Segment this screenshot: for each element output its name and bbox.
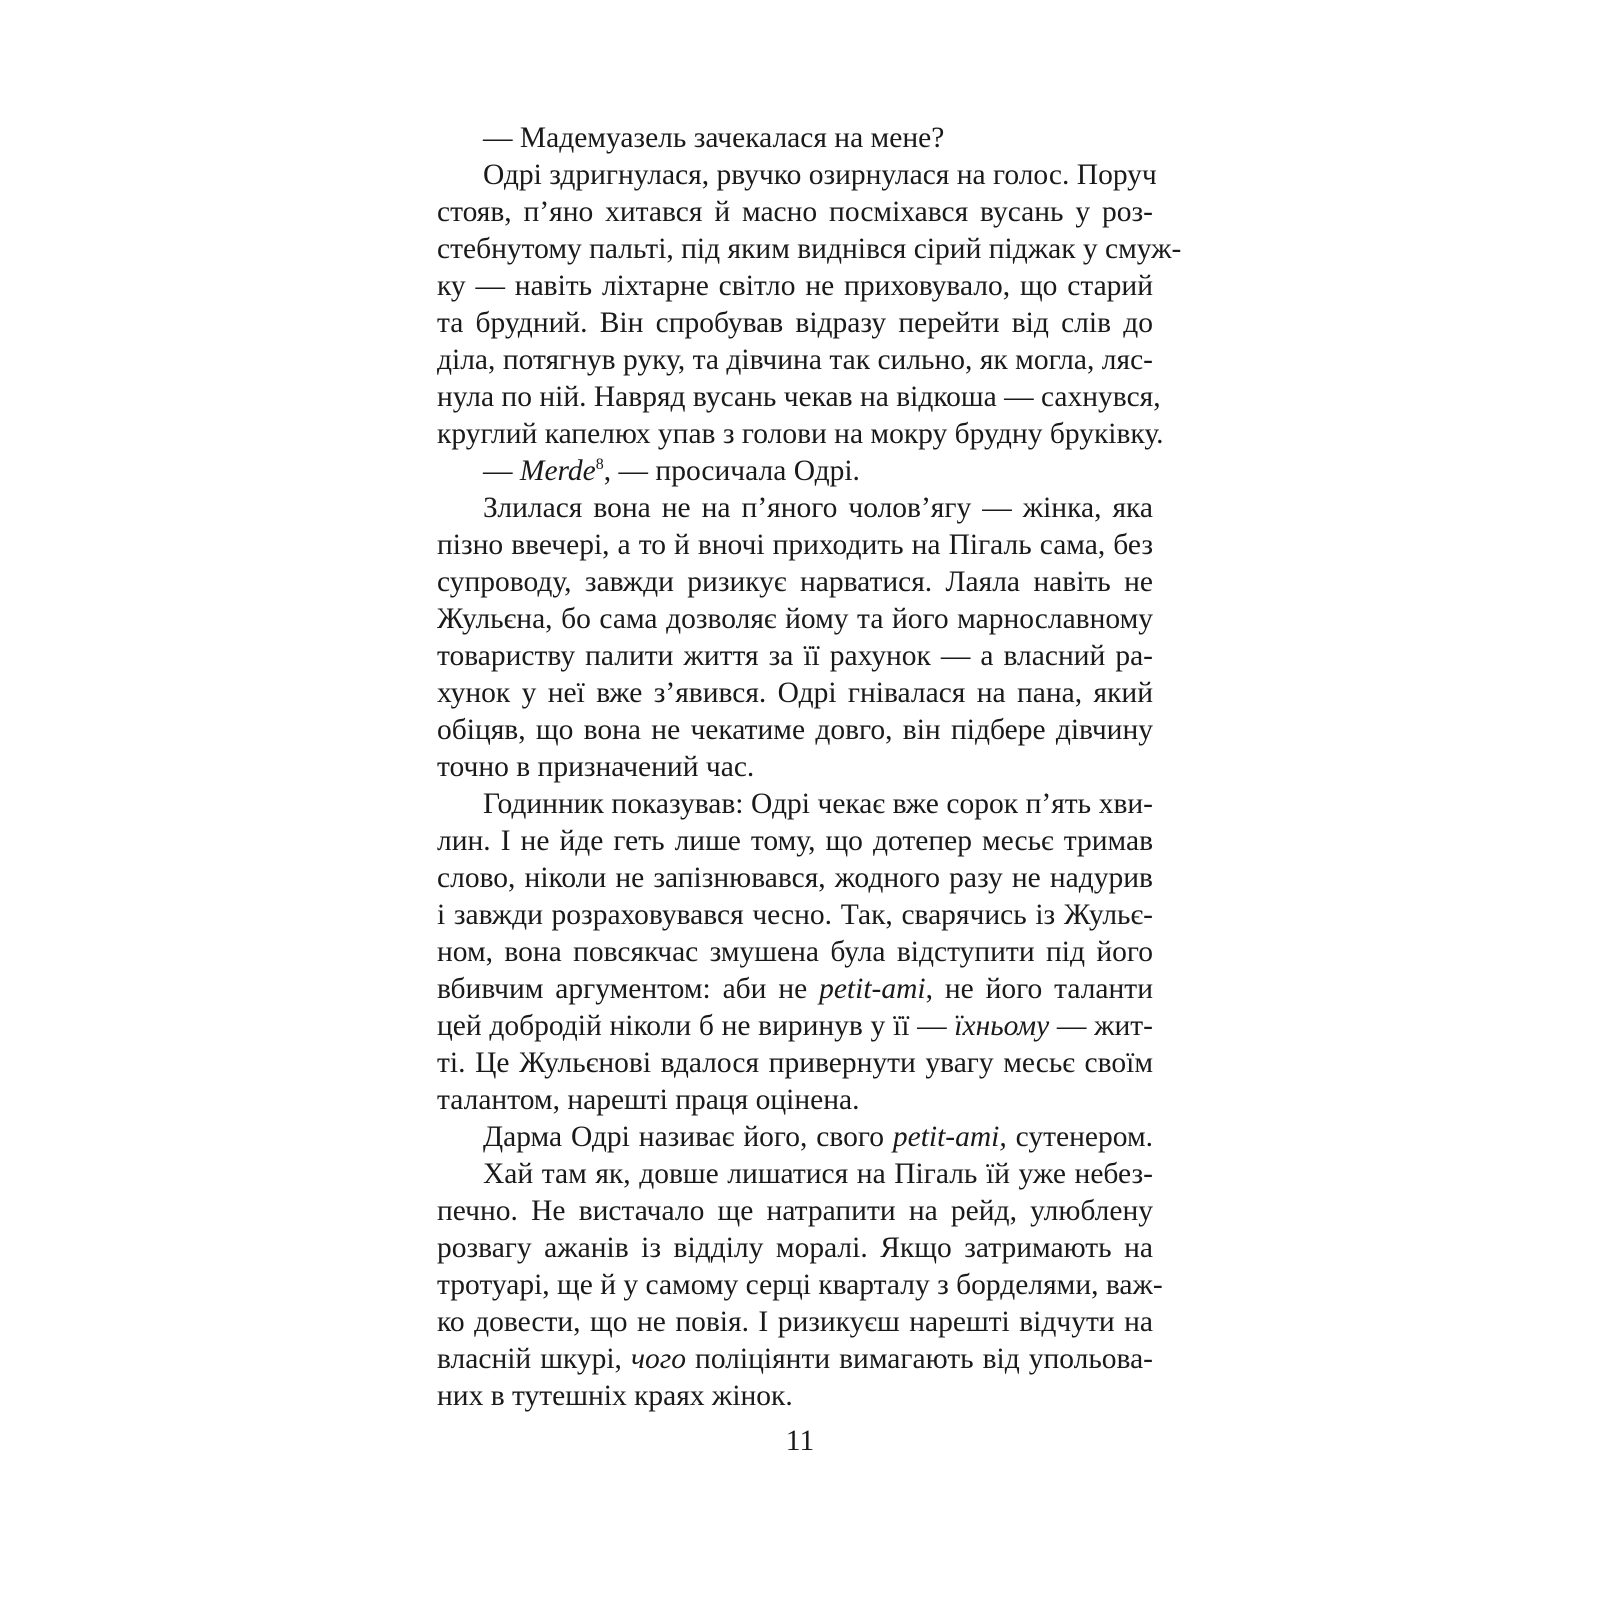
text-line: ку — навіть ліхтарне світло не приховувало, що старий (437, 270, 1153, 302)
text-line: і завжди розраховувався чесно. Так, сварячись із Жульє- (437, 899, 1153, 931)
text-line: Хай там як, довше лишатися на Пігаль їй уже небез- (483, 1158, 1153, 1190)
text-line: Годинник показував: Одрі чекає вже сорок п’ять хви- (483, 788, 1153, 820)
paragraph-3 (391, 453, 1153, 490)
dash-text: — (483, 455, 520, 487)
text-line (391, 1119, 1153, 1156)
text-line: та брудний. Він спробував відразу перейти від слів до (437, 307, 1153, 339)
text-line: круглий капелюх упав з голови на мокру брудну бруківку. (437, 418, 1164, 450)
paragraph-5 (391, 786, 1153, 1119)
text-line: обіцяв, що вона не чекатиме довго, він підбере дівчину (437, 714, 1153, 746)
line-start: вбивчим аргументом: аби не (437, 973, 820, 1005)
text-line: діла, потягнув руку, та дівчина так сильно, як могла, ляс- (437, 344, 1153, 376)
text-line (391, 1008, 1153, 1045)
text-line (391, 1341, 1153, 1378)
text-line: них в тутешніх краях жінок. (437, 1380, 793, 1412)
paragraph-2 (391, 157, 1182, 453)
text-line: точно в призначений час. (437, 751, 755, 783)
text-line: тротуарі, ще й у самому серці кварталу з борделями, важ- (437, 1269, 1163, 1301)
text-line: нула по ній. Навряд вусань чекав на відкоша — сахнувся, (437, 381, 1161, 413)
book-page-text (391, 120, 1182, 1415)
text-line: ном, вона повсякчас змушена була відступити під його (437, 936, 1153, 968)
paragraph-6 (391, 1119, 1153, 1156)
text-line: ко довести, що не повія. І ризикуєш нарешті відчути на (437, 1306, 1153, 1338)
text-line: стояв, п’яно хитався й масно посміхався вусань у роз- (437, 196, 1153, 228)
text-line: товариству палити життя за її рахунок — а власний ра- (437, 640, 1153, 672)
line-start: Дарма Одрі називає його, свого (483, 1121, 893, 1153)
line-rest: , — просичала Одрі. (603, 455, 860, 487)
italic-word: petit-ami, (892, 1121, 1007, 1153)
text-line: лин. І не йде геть лише тому, що дотепер месьє тримав (437, 825, 1153, 857)
italic-word: Merde (519, 455, 596, 487)
text-line: пізно ввечері, а то й вночі приходить на Пігаль сама, без (437, 529, 1153, 561)
line-start: цей добродій ніколи б не виринув у її — (437, 1010, 955, 1042)
text-line: хунок у неї вже з’явився. Одрі гнівалася на пана, який (437, 677, 1153, 709)
text-line: розвагу ажанів із відділу моралі. Якщо затримають на (437, 1232, 1153, 1264)
paragraph-1 (391, 120, 1153, 157)
text-line: печно. Не вистачало ще натрапити на рейд, улюблену (437, 1195, 1153, 1227)
line-rest: , не його таланти (925, 973, 1153, 1005)
text-line: талантом, нарешті праця оцінена. (437, 1084, 860, 1116)
text-line: стебнутому пальті, під яким виднівся сірий піджак у смуж- (437, 233, 1182, 265)
text-line (391, 453, 1153, 490)
text-line (391, 971, 1153, 1008)
text-line: супроводу, завжди ризикує нарватися. Лаяла навіть не (437, 566, 1153, 598)
text-line: слово, ніколи не запізнювався, жодного разу не надурив (437, 862, 1153, 894)
italic-word: чого (630, 1343, 687, 1375)
paragraph-4 (391, 490, 1153, 786)
italic-word: їхньому (954, 1010, 1050, 1042)
line-start: власній шкурі, (437, 1343, 631, 1375)
text-line: Одрі здригнулася, рвучко озирнулася на голос. Поруч (483, 159, 1157, 191)
text-line: — Мадемуазель зачекалася на мене? (483, 122, 945, 154)
text-line: ті. Це Жульєнові вдалося привернути увагу месьє своїм (437, 1047, 1153, 1079)
line-rest: поліціянти вимагають від упольова- (686, 1343, 1154, 1375)
footnote-marker[interactable]: 8 (595, 456, 604, 473)
line-rest: — жит- (1049, 1010, 1153, 1042)
text-line: Жульєна, бо сама дозволяє йому та його марнославному (437, 603, 1153, 635)
italic-word: petit-ami (819, 973, 926, 1005)
paragraph-7 (391, 1156, 1163, 1415)
text-line: Злилася вона не на п’яного чолов’ягу — жінка, яка (483, 492, 1153, 524)
page-number: 11 (785, 1425, 815, 1457)
line-rest: сутенером. (1006, 1121, 1153, 1153)
